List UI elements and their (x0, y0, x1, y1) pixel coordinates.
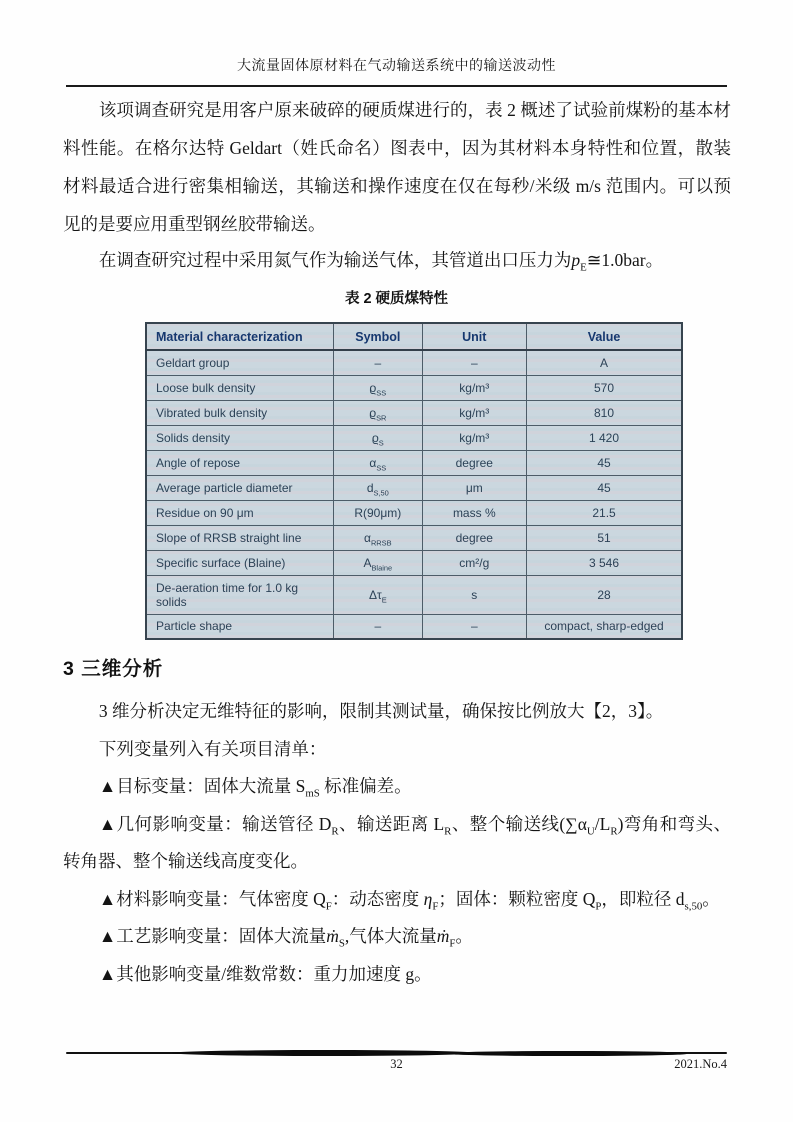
table-row (146, 525, 682, 550)
material-table-head (146, 323, 682, 350)
cell-symbol: – (334, 614, 422, 639)
material-table-body (146, 350, 682, 639)
table-row (146, 425, 682, 450)
cell-symbol: $d_{S,50}$ (334, 475, 422, 500)
table-row (146, 350, 682, 375)
cell-value: 28 (527, 575, 682, 614)
bullet-item: ▲材料影响变量：气体密度 $Q_F$：动态密度 $\eta_F$；固体：颗粒密度 $Q_P$，即粒径 $d_{s,50}$。 (98, 888, 720, 912)
cell-value: 570 (527, 375, 682, 400)
col-header-value: Value (527, 323, 682, 350)
table-row (146, 450, 682, 475)
cell-value: compact, sharp-edged (527, 614, 682, 639)
cell-unit: s (422, 575, 527, 614)
footer-rule-bump (449, 1051, 687, 1056)
bullet-item: ▲工艺影响变量：固体大流量ṁ$_S$,气体大流量ṁ$_F$。 (98, 926, 473, 950)
cell-unit: – (422, 614, 527, 639)
cell-material-name: Loose bulk density (146, 375, 334, 400)
col-header-symbol: Symbol (334, 323, 422, 350)
cell-unit: kg/m³ (422, 400, 527, 425)
cell-unit: kg/m³ (422, 375, 527, 400)
bullet-item: ▲几何影响变量：输送管径 $D_R$、输送距离 $L_R$、整个输送线$(\sum\alpha_U/L_R)$弯角和弯头、转角器、整个输送线高度变化。 (63, 813, 731, 871)
table-row (146, 500, 682, 525)
cell-symbol: $ϱ_S$ (334, 425, 422, 450)
cell-value: 45 (527, 450, 682, 475)
cell-symbol: $ϱ_{SR}$ (334, 400, 422, 425)
cell-symbol: – (334, 350, 422, 375)
header-rule (66, 85, 727, 87)
cell-symbol: $A_{Blaine}$ (334, 550, 422, 575)
cell-value: 51 (527, 525, 682, 550)
cell-symbol: $\Delta\tau_E$ (334, 575, 422, 614)
table-row (146, 614, 682, 639)
cell-material-name: Average particle diameter (146, 475, 334, 500)
table-caption: 表 2 硬质煤特性 (344, 291, 449, 307)
section-intro: 3 维分析决定无维特征的影响，限制其测试量，确保按比例放大【2，3】。 (98, 701, 664, 721)
cell-material-name: Particle shape (146, 614, 334, 639)
table-row (146, 375, 682, 400)
bullet-list (63, 768, 731, 993)
table-header-row (146, 323, 682, 350)
list-intro: 下列变量列入有关项目清单： (98, 738, 327, 759)
cell-symbol: R(90μm) (334, 500, 422, 525)
cell-unit: mass % (422, 500, 527, 525)
paragraph-1: 该项调查研究是用客户原来破碎的硬质煤进行的，表 2 概述了试验前煤粉的基本材料性能。在格尔达特 Geldart（姓氏命名）图表中，因为其材料本身特性和位置，散装材料最适合进行密集相输送，其输送和操作速度在仅在每秒/米级 m/s 范围内。可以预见的是要应用重型钢丝胶带输送。 (63, 100, 731, 234)
issue-label: 2021.No.4 (674, 1057, 727, 1071)
cell-value: 21.5 (527, 500, 682, 525)
cell-symbol: $\alpha_{RRSB}$ (334, 525, 422, 550)
section-heading: 3 三维分析 (63, 658, 164, 680)
cell-unit: degree (422, 525, 527, 550)
material-table (145, 322, 683, 640)
cell-symbol: $\alpha_{SS}$ (334, 450, 422, 475)
cell-unit: cm²/g (422, 550, 527, 575)
cell-unit: kg/m³ (422, 425, 527, 450)
material-table-wrap (145, 322, 683, 640)
cell-material-name: Solids density (146, 425, 334, 450)
cell-symbol: $ϱ_{SS}$ (334, 375, 422, 400)
col-header-material: Material characterization (146, 323, 334, 350)
cell-material-name: De-aeration time for 1.0 kg solids (146, 575, 334, 614)
bullet-item: ▲其他影响变量/维数常数：重力加速度 g。 (98, 963, 432, 984)
document-title: 大流量固体原材料在气动输送系统中的输送波动性 (237, 59, 556, 74)
cell-value: 3 546 (527, 550, 682, 575)
cell-value: 1 420 (527, 425, 682, 450)
table-row (146, 400, 682, 425)
table-row (146, 475, 682, 500)
cell-material-name: Geldart group (146, 350, 334, 375)
cell-material-name: Specific surface (Blaine) (146, 550, 334, 575)
table-row (146, 550, 682, 575)
cell-material-name: Vibrated bulk density (146, 400, 334, 425)
cell-unit: – (422, 350, 527, 375)
cell-value: 810 (527, 400, 682, 425)
section-body (63, 693, 731, 993)
col-header-unit: Unit (422, 323, 527, 350)
footer-rule-bump (172, 1050, 476, 1056)
cell-material-name: Angle of repose (146, 450, 334, 475)
bullet-item: ▲目标变量：固体大流量 $S_{mS}$ 标准偏差。 (98, 776, 412, 800)
cell-unit: degree (422, 450, 527, 475)
cell-unit: μm (422, 475, 527, 500)
table-row (146, 575, 682, 614)
footer-rule (66, 1050, 727, 1056)
cell-material-name: Residue on 90 μm (146, 500, 334, 525)
cell-value: 45 (527, 475, 682, 500)
running-head (66, 55, 727, 75)
page-number: 32 (390, 1057, 403, 1071)
page-footer (66, 1057, 727, 1077)
cell-value: A (527, 350, 682, 375)
paragraph-2: 在调查研究过程中采用氮气作为输送气体，其管道出口压力为$p_E≅1.0bar$。 (98, 250, 664, 274)
cell-material-name: Slope of RRSB straight line (146, 525, 334, 550)
